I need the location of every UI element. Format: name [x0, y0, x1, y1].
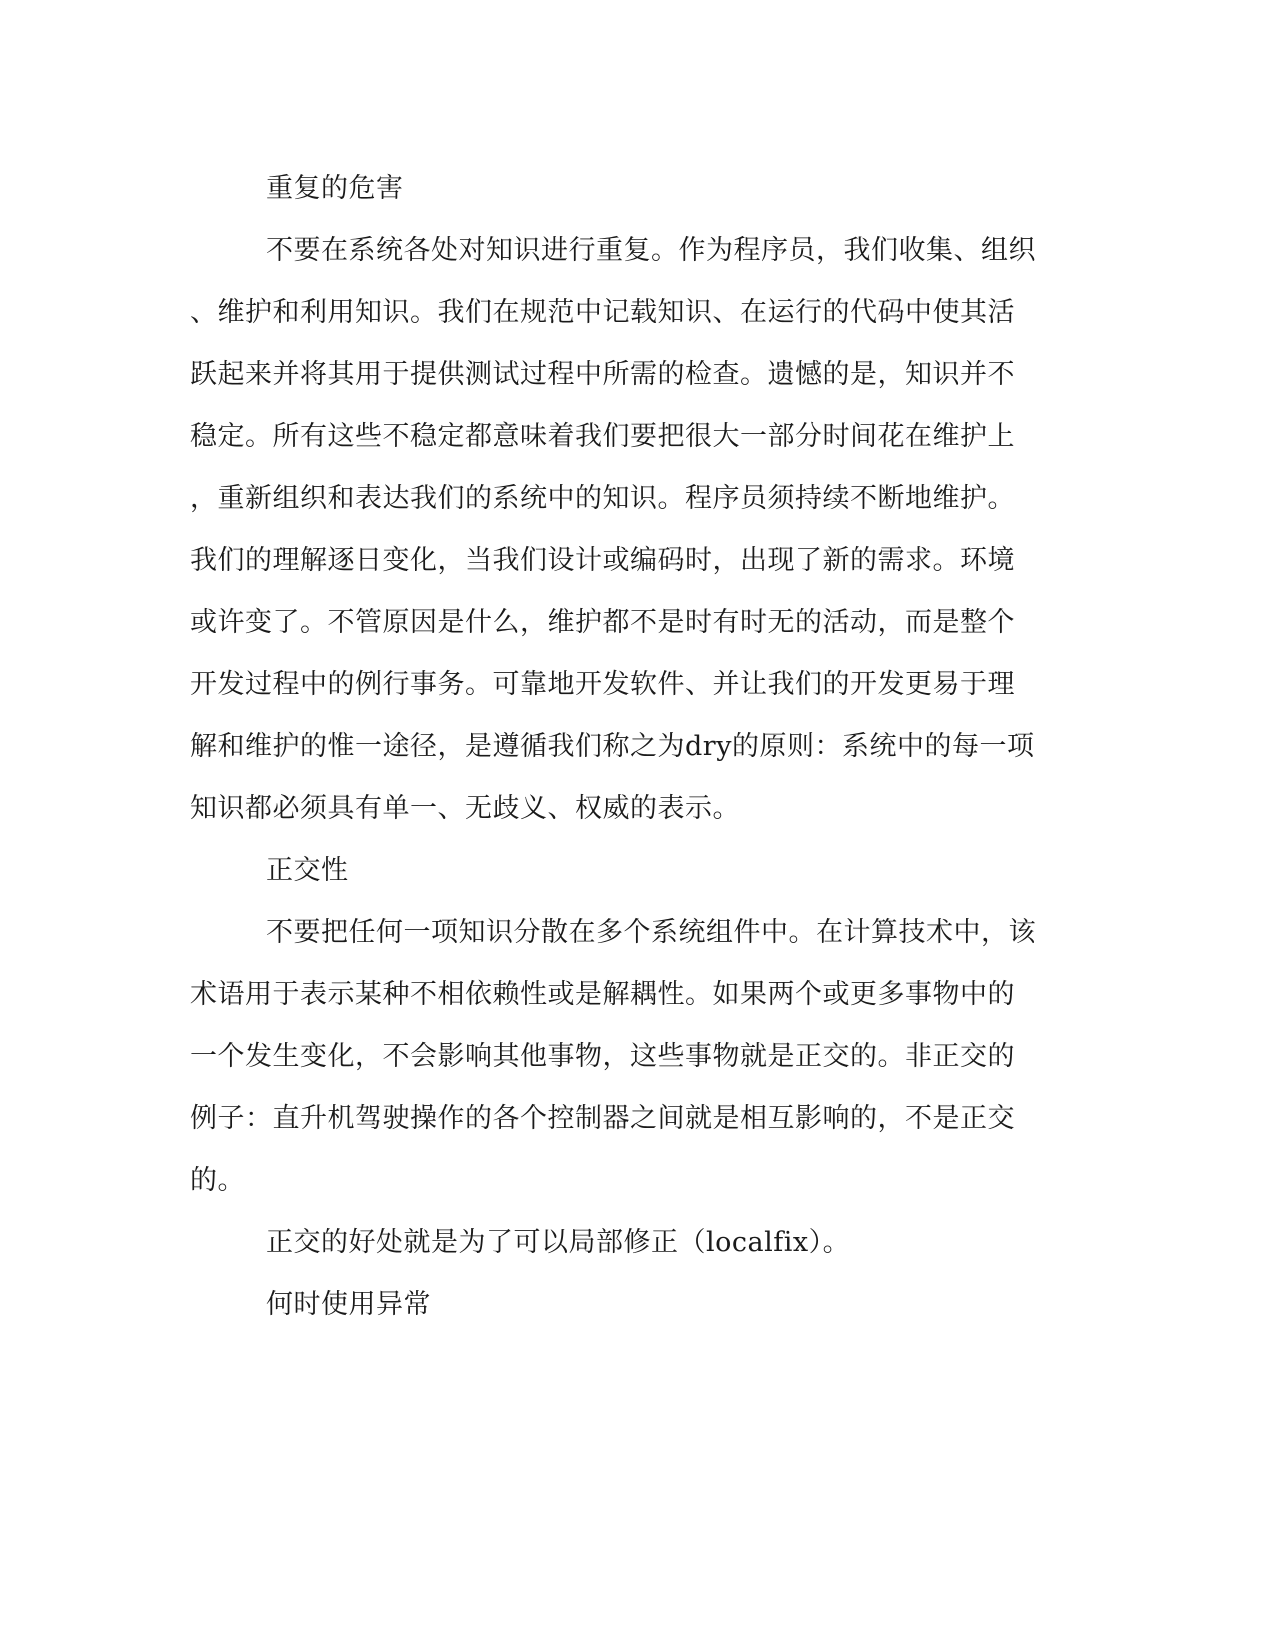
text-line: 跃起来并将其用于提供测试过程中所需的检查。遗憾的是，知识并不 — [190, 359, 1015, 390]
text-line: 解和维护的惟一途径，是遵循我们称之为dry的原则：系统中的每一项 — [190, 731, 1035, 762]
text-line: 知识都必须具有单一、无歧义、权威的表示。 — [190, 793, 740, 824]
text-line: 开发过程中的例行事务。可靠地开发软件、并让我们的开发更易于理 — [190, 669, 1015, 700]
text-line: 或许变了。不管原因是什么，维护都不是时有时无的活动，而是整个 — [190, 607, 1015, 638]
text-line: 、维护和利用知识。我们在规范中记载知识、在运行的代码中使其活 — [190, 297, 1015, 328]
document-body — [190, 158, 1080, 1336]
text-line: 重复的危害 — [266, 173, 404, 204]
text-line: 正交的好处就是为了可以局部修正（localfix）。 — [266, 1227, 851, 1258]
text-line: 正交性 — [266, 855, 349, 886]
text-line: 何时使用异常 — [266, 1289, 431, 1320]
text-line: ，重新组织和表达我们的系统中的知识。程序员须持续不断地维护。 — [190, 483, 1015, 514]
text-line: 不要在系统各处对知识进行重复。作为程序员，我们收集、组织 — [266, 235, 1036, 266]
text-line: 的。 — [190, 1165, 245, 1196]
text-line: 不要把任何一项知识分散在多个系统组件中。在计算技术中，该 — [266, 917, 1036, 948]
text-line: 一个发生变化，不会影响其他事物，这些事物就是正交的。非正交的 — [190, 1041, 1015, 1072]
text-line: 例子：直升机驾驶操作的各个控制器之间就是相互影响的，不是正交 — [190, 1103, 1015, 1134]
text-line: 术语用于表示某种不相依赖性或是解耦性。如果两个或更多事物中的 — [190, 979, 1015, 1010]
text-line: 我们的理解逐日变化，当我们设计或编码时，出现了新的需求。环境 — [190, 545, 1015, 576]
text-line: 稳定。所有这些不稳定都意味着我们要把很大一部分时间花在维护上 — [190, 421, 1015, 452]
